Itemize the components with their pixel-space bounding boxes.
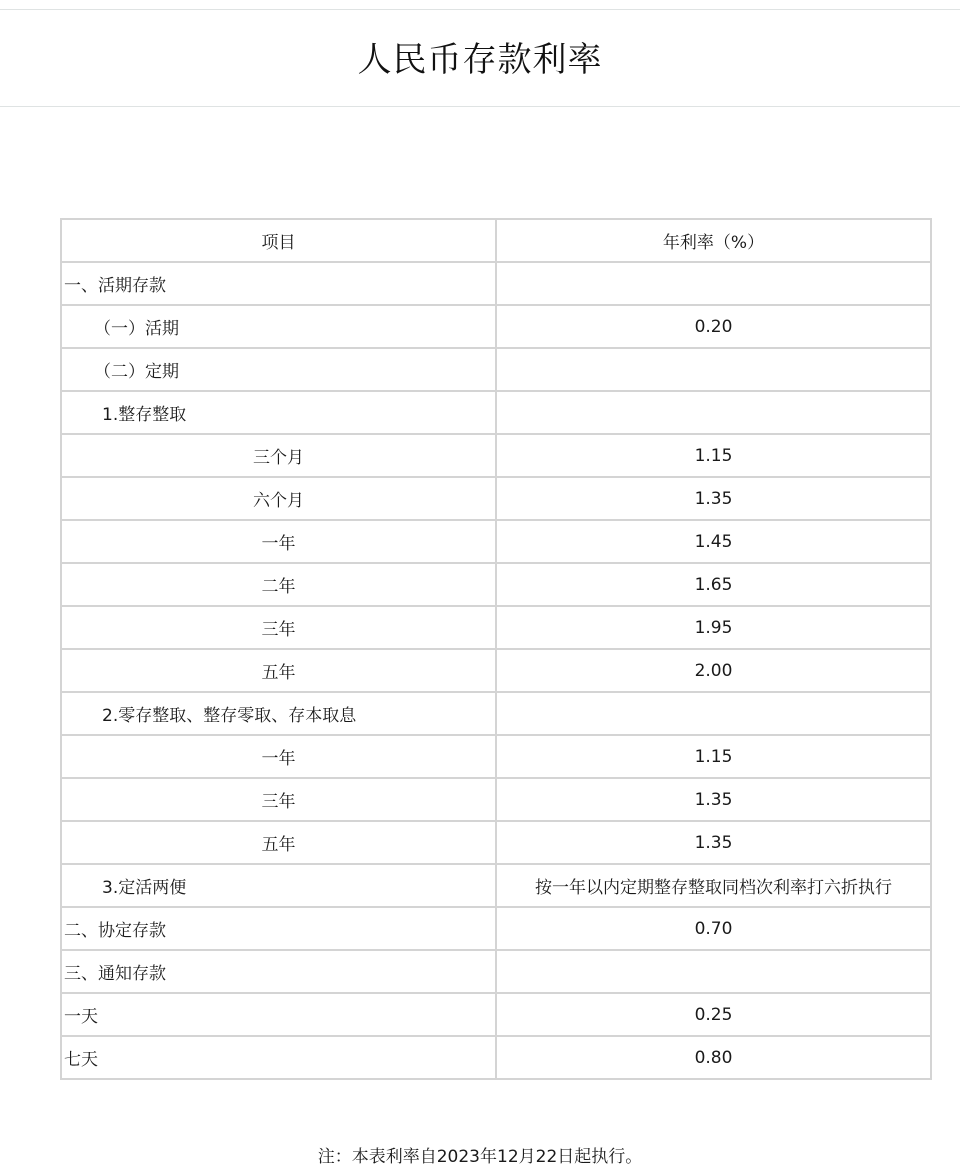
- row-rate: 1.35: [497, 478, 930, 519]
- row-item: 3.定活两便: [62, 865, 495, 906]
- row-item: 二、协定存款: [62, 908, 495, 949]
- row-item: 三年: [62, 607, 495, 648]
- row-rate: 0.20: [497, 306, 930, 347]
- table-row: [62, 564, 930, 605]
- row-item: 三年: [62, 779, 495, 820]
- row-rate: 0.70: [497, 908, 930, 949]
- row-rate: 按一年以内定期整存整取同档次利率打六折执行: [497, 865, 930, 906]
- row-item: 2.零存整取、整存零取、存本取息: [62, 693, 495, 734]
- table-row: [62, 478, 930, 519]
- header-item: 项目: [62, 220, 495, 261]
- table-row: [62, 306, 930, 347]
- table-row: [62, 908, 930, 949]
- table-row: [62, 865, 930, 906]
- table-row: [62, 650, 930, 691]
- table-row: [62, 951, 930, 992]
- row-rate: 0.25: [497, 994, 930, 1035]
- row-rate: [497, 349, 930, 390]
- row-item: 五年: [62, 650, 495, 691]
- table-row: [62, 736, 930, 777]
- table-row: [62, 779, 930, 820]
- row-rate: 1.35: [497, 779, 930, 820]
- row-rate: 1.65: [497, 564, 930, 605]
- row-item: 一天: [62, 994, 495, 1035]
- table-row: [62, 994, 930, 1035]
- table-row: [62, 435, 930, 476]
- header-rate: 年利率（%）: [497, 220, 930, 261]
- row-rate: 1.15: [497, 736, 930, 777]
- row-rate: 1.45: [497, 521, 930, 562]
- row-rate: [497, 392, 930, 433]
- row-rate: 1.95: [497, 607, 930, 648]
- row-item: 二年: [62, 564, 495, 605]
- row-item: 六个月: [62, 478, 495, 519]
- deposit-rate-table: [60, 218, 932, 1080]
- row-rate: 0.80: [497, 1037, 930, 1078]
- table-row: [62, 1037, 930, 1078]
- footnote: 注：本表利率自2023年12月22日起执行。: [317, 1147, 643, 1167]
- table-row: [62, 693, 930, 734]
- table-row: [62, 392, 930, 433]
- row-item: 一年: [62, 736, 495, 777]
- table-row: [62, 263, 930, 304]
- page-title: 人民币存款利率: [357, 39, 603, 80]
- table-row: [62, 822, 930, 863]
- row-item: 一年: [62, 521, 495, 562]
- row-rate: [497, 951, 930, 992]
- row-item: 七天: [62, 1037, 495, 1078]
- row-item: 三个月: [62, 435, 495, 476]
- row-item: （二）定期: [62, 349, 495, 390]
- table-row: [62, 521, 930, 562]
- row-rate: [497, 263, 930, 304]
- row-item: 三、通知存款: [62, 951, 495, 992]
- table-header-row: [62, 220, 930, 261]
- row-item: 1.整存整取: [62, 392, 495, 433]
- row-rate: 1.35: [497, 822, 930, 863]
- table-row: [62, 349, 930, 390]
- row-item: 五年: [62, 822, 495, 863]
- row-rate: 2.00: [497, 650, 930, 691]
- row-item: 一、活期存款: [62, 263, 495, 304]
- row-item: （一）活期: [62, 306, 495, 347]
- row-rate: 1.15: [497, 435, 930, 476]
- row-rate: [497, 693, 930, 734]
- table-row: [62, 607, 930, 648]
- header-bar: [0, 9, 960, 107]
